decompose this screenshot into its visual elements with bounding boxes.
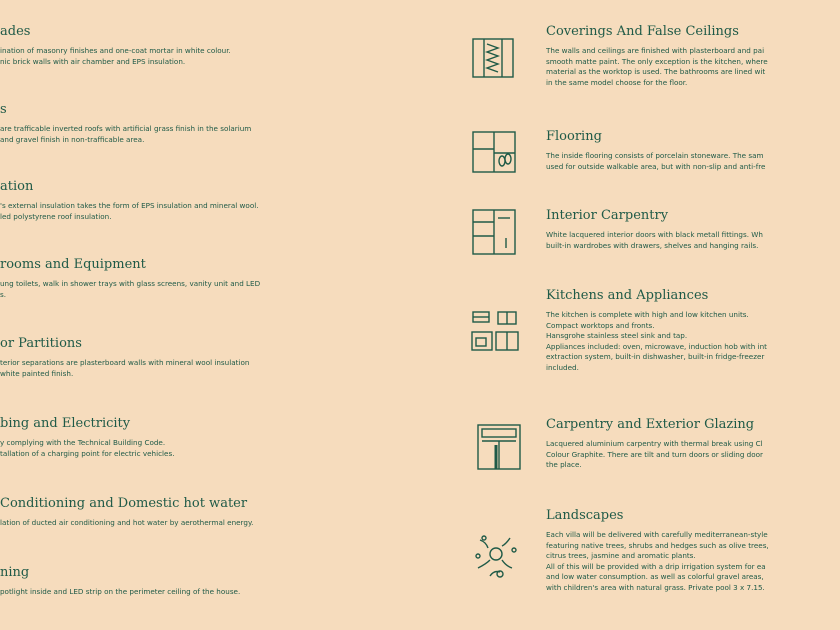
- body-line: built-in wardrobes with drawers, shelves and hanging rails.: [546, 240, 759, 250]
- body-line: The kitchen is complete with high and low kitchen units.: [546, 310, 749, 319]
- section-coverings: [470, 24, 840, 104]
- body-line: All of this will be provided with a drip irrigation system for ea: [546, 561, 766, 571]
- section-title: ation: [0, 179, 34, 194]
- section-title: Coverings And False Ceilings: [546, 24, 739, 39]
- body-line: are trafficable inverted roofs with artificial grass finish in the solarium: [0, 124, 252, 133]
- section-flooring: [470, 129, 840, 189]
- section-exterior-glazing: [470, 417, 840, 497]
- section-body: [0, 201, 400, 222]
- body-line: y complying with the Technical Building Code.: [0, 438, 166, 447]
- section-bathrooms: [0, 257, 400, 300]
- section-air-conditioning: [0, 496, 400, 529]
- section-text: [546, 208, 840, 251]
- body-line: Hansgrohe stainless steel sink and tap.: [546, 331, 688, 340]
- section-title: or Partitions: [0, 336, 82, 351]
- section-interior-partitions: [0, 336, 400, 379]
- section-plumbing-electricity: [0, 416, 400, 459]
- body-line: potlight inside and LED strip on the perimeter ceiling of the house.: [0, 587, 241, 596]
- section-text: [546, 508, 840, 593]
- body-line: nic brick walls with air chamber and EPS insulation.: [0, 56, 186, 66]
- wardrobe-icon: [470, 208, 518, 254]
- section-facades: [0, 24, 400, 67]
- section-body: [0, 587, 400, 598]
- section-body: [0, 358, 400, 379]
- section-body: [0, 518, 400, 529]
- section-body: [0, 46, 400, 67]
- body-line: Appliances included: oven, microwave, induction hob with int: [546, 341, 767, 351]
- body-line: Compact worktops and fronts.: [546, 320, 655, 330]
- section-title: Landscapes: [546, 508, 624, 523]
- body-line: in the same model choose for the floor.: [546, 77, 688, 87]
- kitchen-appliances-icon: [470, 308, 518, 354]
- section-title: Interior Carpentry: [546, 208, 669, 223]
- landscape-plants-icon: [470, 528, 518, 574]
- body-line: citrus trees, jasmine and aromatic plants.: [546, 551, 696, 560]
- section-roofs: [0, 102, 400, 145]
- section-lighting: [0, 565, 400, 598]
- body-line: Colour Graphite. There are tilt and turn doors or sliding door: [546, 449, 763, 459]
- body-line: the place.: [546, 460, 582, 469]
- section-body: [546, 46, 840, 88]
- section-text: [546, 288, 840, 373]
- section-title: bing and Electricity: [0, 416, 131, 431]
- section-interior-carpentry: [470, 208, 840, 268]
- body-line: 's external insulation takes the form of EPS insulation and mineral wool.: [0, 201, 259, 210]
- section-title: Carpentry and Exterior Glazing: [546, 417, 755, 432]
- section-text: [546, 129, 840, 172]
- body-line: terior separations are plasterboard walls with mineral wool insulation: [0, 358, 250, 367]
- body-line: and gravel finish in non-trafficable area.: [0, 134, 145, 144]
- body-line: featuring native trees, shrubs and hedges such as olive trees,: [546, 540, 769, 550]
- body-line: material as the worktop is used. The bathrooms are lined wit: [546, 67, 766, 76]
- section-body: [546, 151, 840, 172]
- body-line: Lacquered aluminium carpentry with thermal break using Cl: [546, 439, 763, 448]
- window-glazing-icon: [476, 423, 524, 469]
- body-line: ung toilets, walk in shower trays with glass screens, vanity unit and LED: [0, 279, 261, 288]
- section-body: [0, 438, 400, 459]
- section-body: [0, 124, 400, 145]
- body-line: The inside flooring consists of porcelain stoneware. The sam: [546, 151, 764, 160]
- body-line: lation of ducted air conditioning and hot water by aerothermal energy.: [0, 518, 254, 527]
- body-line: led polystyrene roof insulation.: [0, 211, 112, 221]
- section-body: [546, 310, 840, 373]
- section-title: ning: [0, 565, 30, 580]
- section-insulation: [0, 179, 400, 222]
- body-line: tallation of a charging point for electric vehicles.: [0, 448, 175, 458]
- body-line: with children's area with natural grass. Private pool 3 x 7.15.: [546, 582, 765, 592]
- section-title: Conditioning and Domestic hot water: [0, 496, 248, 511]
- section-kitchens: [470, 288, 840, 388]
- section-title: rooms and Equipment: [0, 257, 146, 272]
- body-line: included.: [546, 362, 579, 372]
- body-line: Each villa will be delivered with carefully mediterranean-style: [546, 530, 768, 539]
- section-title: Flooring: [546, 129, 602, 144]
- body-line: The walls and ceilings are finished with plasterboard and pai: [546, 46, 765, 55]
- section-text: [546, 417, 840, 471]
- section-title: ades: [0, 24, 31, 39]
- section-body: [546, 230, 840, 251]
- body-line: ination of masonry finishes and one-coat mortar in white colour.: [0, 46, 231, 55]
- body-line: used for outside walkable area, but with non-slip and anti-fre: [546, 161, 766, 171]
- body-line: white painted finish.: [0, 368, 74, 378]
- body-line: White lacquered interior doors with black metall fittings. Wh: [546, 230, 763, 239]
- section-body: [546, 439, 840, 471]
- wall-covering-icon: [470, 36, 518, 82]
- section-text: [546, 24, 840, 88]
- body-line: and low water consumption. as well as colorful gravel areas,: [546, 572, 764, 581]
- section-landscapes: [470, 508, 840, 618]
- body-line: s.: [0, 289, 7, 299]
- section-body: [546, 530, 840, 593]
- section-title: Kitchens and Appliances: [546, 288, 709, 303]
- floor-tile-icon: [470, 129, 518, 175]
- body-line: smooth matte paint. The only exception is the kitchen, where: [546, 56, 768, 66]
- section-title: s: [0, 102, 7, 117]
- section-body: [0, 279, 400, 300]
- body-line: extraction system, built-in dishwasher, built-in fridge-freezer: [546, 352, 765, 361]
